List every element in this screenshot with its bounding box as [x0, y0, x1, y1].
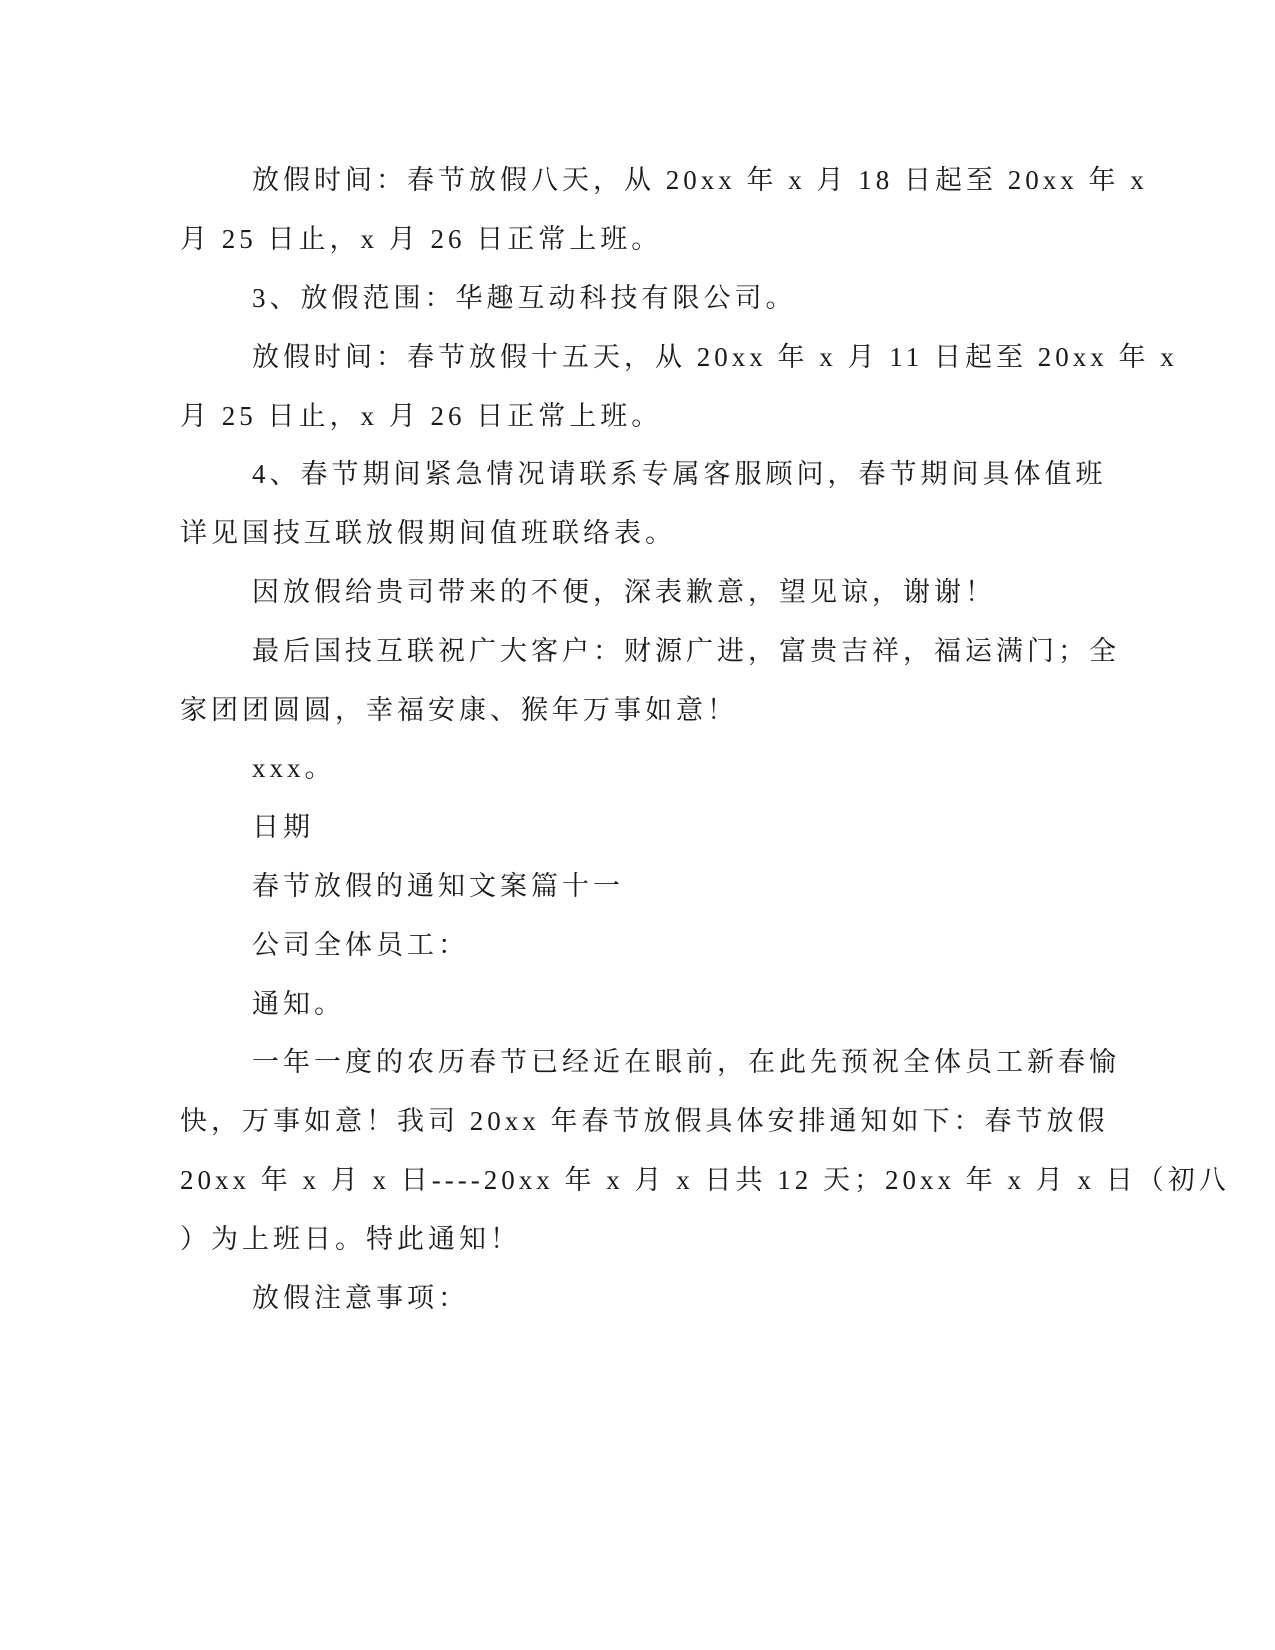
paragraph-line: 通知。 [252, 989, 345, 1019]
paragraph-line: 快，万事如意！我司 20xx 年春节放假具体安排通知如下：春节放假 [180, 1106, 1109, 1136]
paragraph-line: 一年一度的农历春节已经近在眼前，在此先预祝全体员工新春愉 [252, 1047, 1120, 1077]
paragraph-line: 放假时间：春节放假十五天，从 20xx 年 x 月 11 日起至 20xx 年 x [252, 342, 1178, 372]
paragraph-line: 因放假给贵司带来的不便，深表歉意，望见谅，谢谢！ [252, 577, 996, 607]
paragraph-line: 详见国技互联放假期间值班联络表。 [180, 518, 676, 548]
paragraph-line: 放假时间：春节放假八天，从 20xx 年 x 月 18 日起至 20xx 年 x [252, 165, 1148, 195]
salutation-line: 公司全体员工： [252, 930, 469, 960]
signature-line: xxx。 [252, 753, 336, 783]
paragraph-line: 20xx 年 x 月 x 日----20xx 年 x 月 x 日共 12 天；20xx 年 x 月 x 日（初八 [180, 1165, 1230, 1195]
paragraph-line: 放假注意事项： [252, 1283, 469, 1313]
paragraph-line: ）为上班日。特此通知！ [180, 1224, 521, 1254]
paragraph-line: 月 25 日止，x 月 26 日正常上班。 [180, 401, 663, 431]
paragraph-line: 家团团圆圆，幸福安康、猴年万事如意！ [180, 695, 738, 725]
paragraph-line: 4、春节期间紧急情况请联系专属客服顾问，春节期间具体值班 [252, 459, 1107, 489]
paragraph-line: 3、放假范围：华趣互动科技有限公司。 [252, 283, 797, 313]
date-line: 日期 [252, 812, 314, 842]
section-title: 春节放假的通知文案篇十一 [252, 871, 624, 901]
paragraph-line: 月 25 日止，x 月 26 日正常上班。 [180, 224, 663, 254]
paragraph-line: 最后国技互联祝广大客户：财源广进，富贵吉祥，福运满门；全 [252, 636, 1120, 666]
